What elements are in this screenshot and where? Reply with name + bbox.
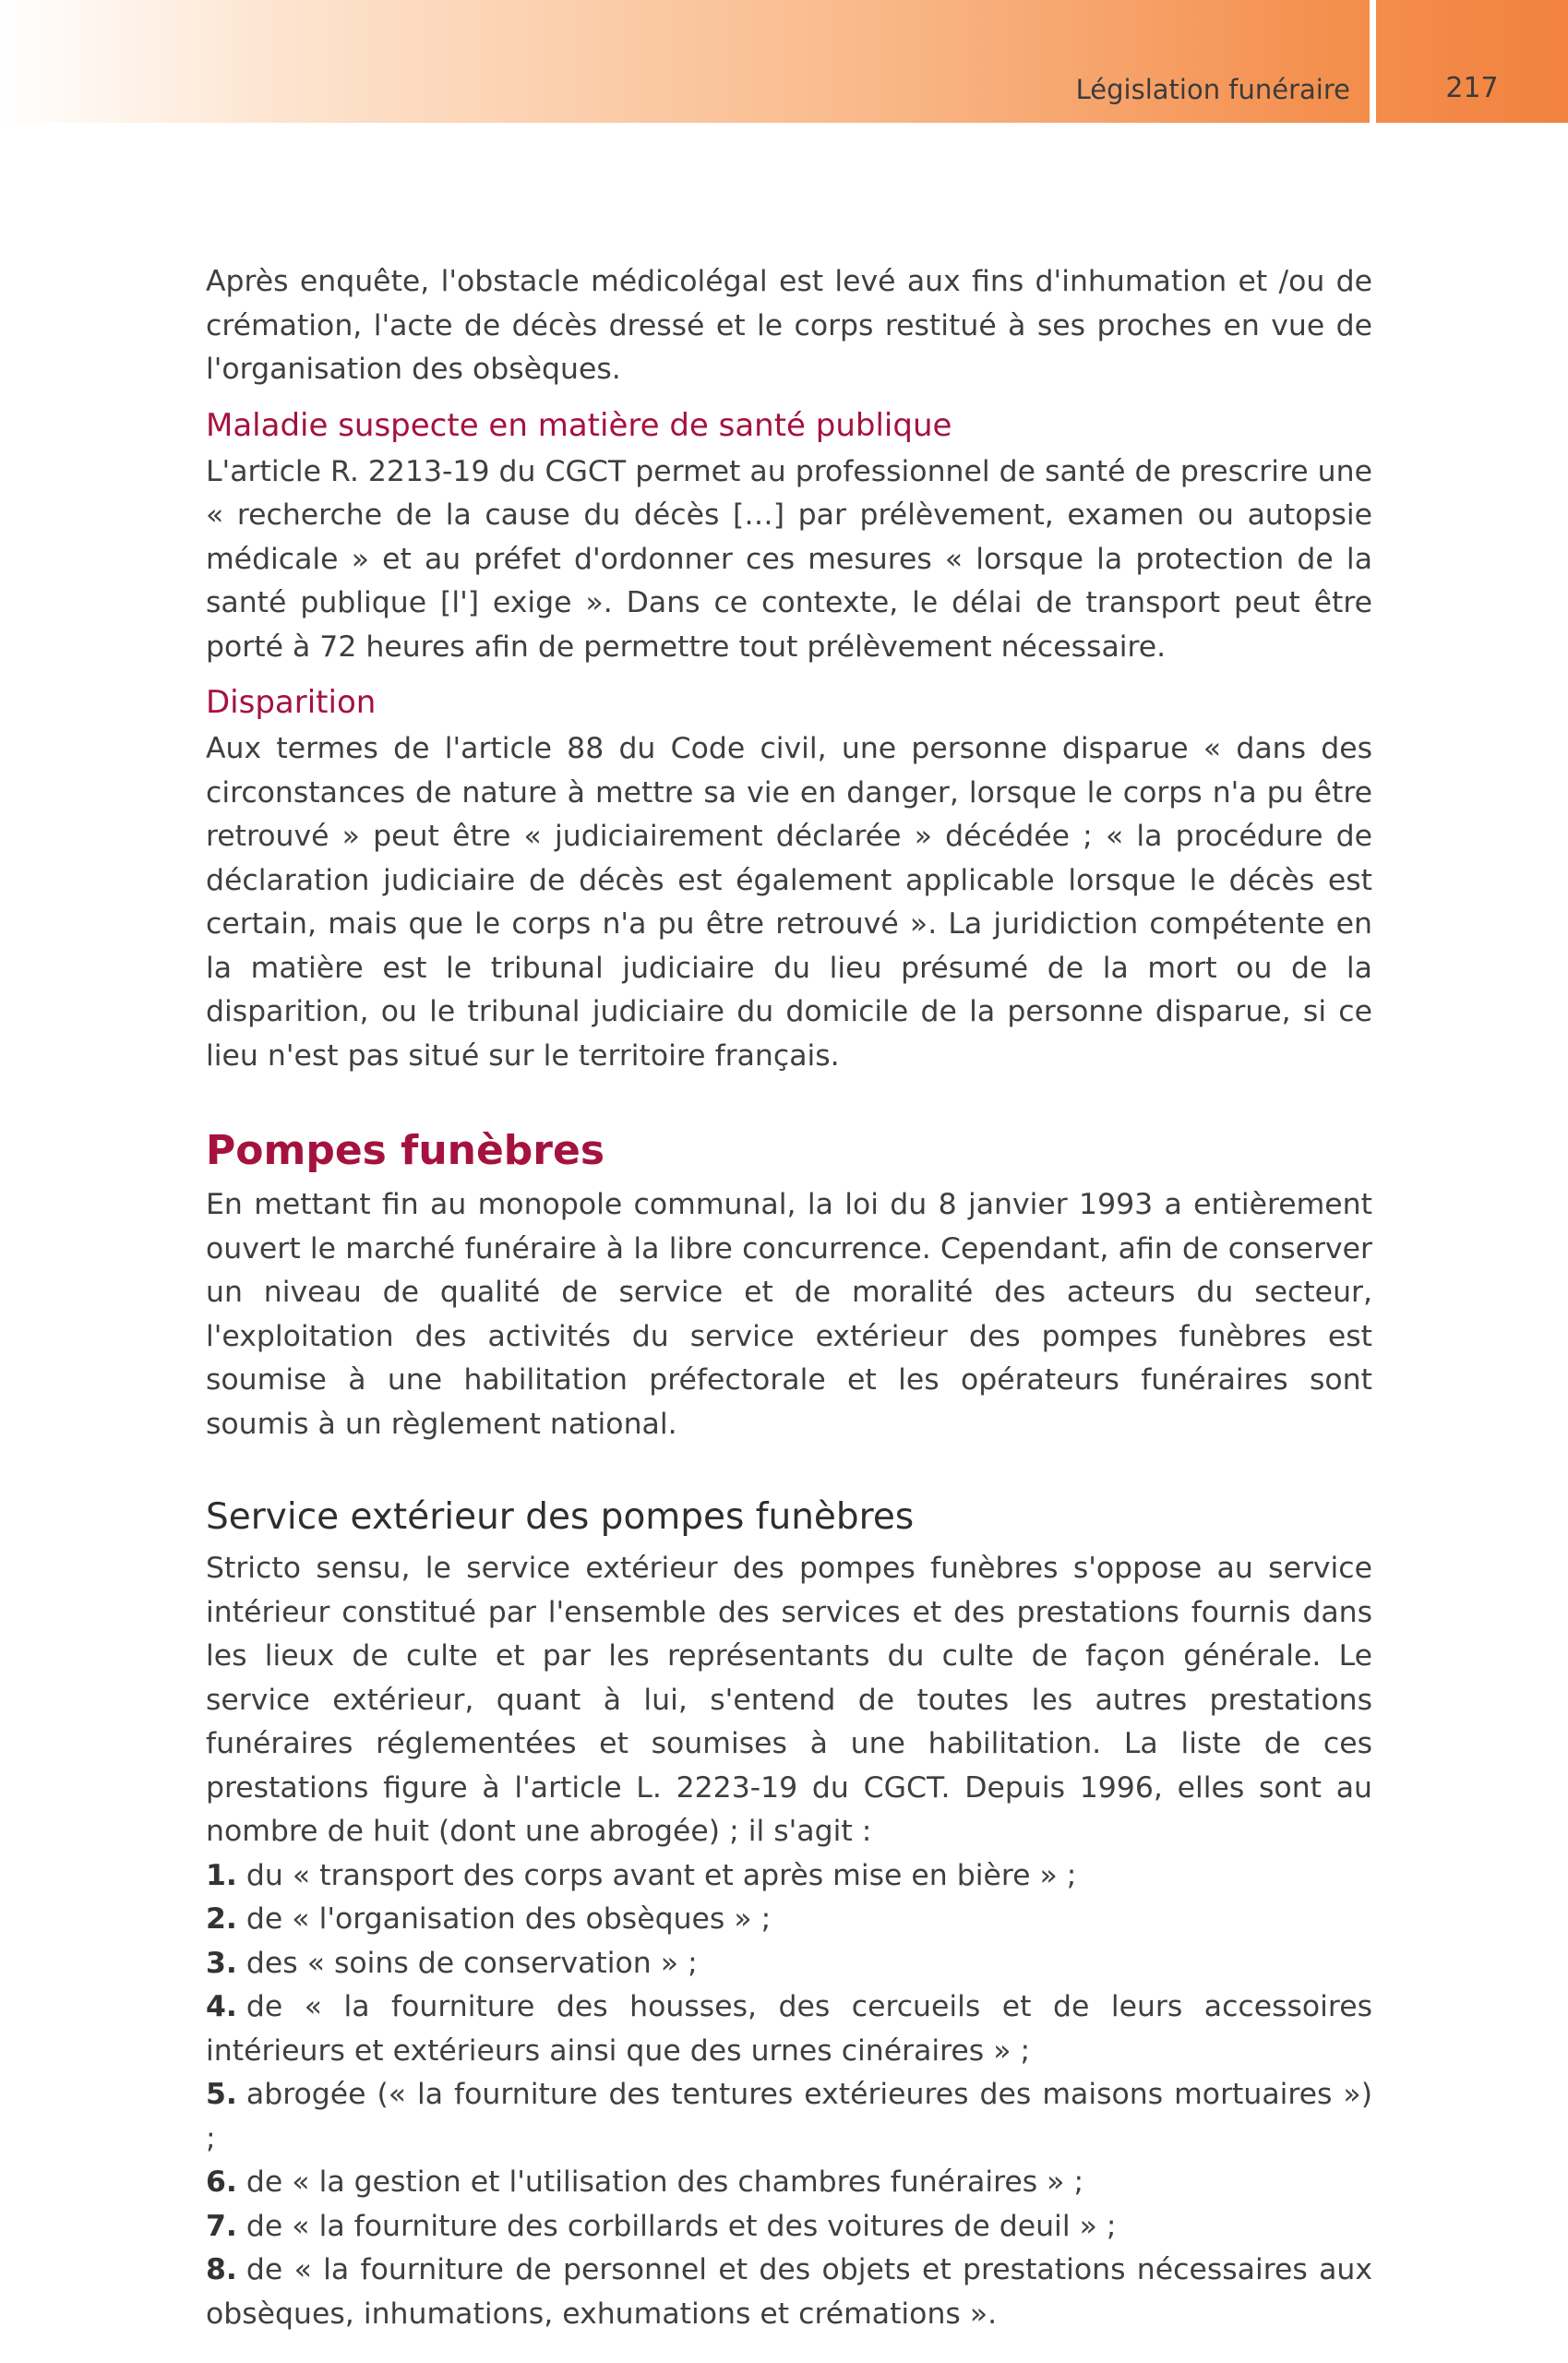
list-item xyxy=(206,1942,1372,1986)
list-item-text: de « l'organisation des obsèques » ; xyxy=(245,1902,772,1936)
prestations-list xyxy=(206,1854,1372,2337)
list-item-text: de « la fourniture des housses, des cercueils et de leurs accessoires intérieurs et extérieurs ainsi que des urnes cinéraires » ; xyxy=(206,1990,1372,2068)
list-item-text: de « la fourniture des corbillards et des voitures de deuil » ; xyxy=(245,2209,1117,2243)
list-item-number: 8. xyxy=(206,2253,237,2286)
list-item-number: 2. xyxy=(206,1902,237,1936)
list-item xyxy=(206,2205,1372,2249)
page-content xyxy=(206,260,1372,2336)
list-item-number: 7. xyxy=(206,2209,237,2243)
maladie-paragraph: L'article R. 2213-19 du CGCT permet au professionnel de santé de prescrire une « recherche de la cause du décès […] par prélèvement, examen ou autopsie médicale » et au préfet d'ordonner ces mesures « lorsque la protection de la santé publique [l'] exige ». Dans ce contexte, le délai de transport peut être porté à 72 heures afin de permettre tout prélèvement nécessaire. xyxy=(206,454,1372,664)
list-item-number: 4. xyxy=(206,1990,237,2023)
heading-service-exterieur: Service extérieur des pompes funèbres xyxy=(206,1496,915,1538)
disparition-paragraph: Aux termes de l'article 88 du Code civil, une personne disparue « dans des circonstances de nature à mettre sa vie en danger, lorsque le corps n'a pu être retrouvé » peut être « judiciairement déclarée » décédée ; « la procédure de déclaration judiciaire de décès est également applicable lorsque le décès est certain, mais que le corps n'a pu être retrouvé ». La juridiction compétente en la matière est le tribunal judiciaire du lieu présumé de la mort ou de la disparition, ou le tribunal judiciaire du domicile de la personne disparue, si ce lieu n'est pas situé sur le territoire français. xyxy=(206,732,1372,1073)
heading-pompes-funebres: Pompes funèbres xyxy=(206,1127,605,1174)
list-item-number: 3. xyxy=(206,1946,237,1980)
service-paragraph: Stricto sensu, le service extérieur des pompes funèbres s'oppose au service intérieur constitué par l'ensemble des services et des prestations fournis dans les lieux de culte et par les représentants du culte de façon générale. Le service extérieur, quant à lui, s'entend de toutes les autres prestations funéraires réglementées et soumises à une habilitation. La liste de ces prestations figure à l'article L. 2223-19 du CGCT. Depuis 1996, elles sont au nombre de huit (dont une abrogée) ; il s'agit : xyxy=(206,1552,1372,1848)
list-item-text: du « transport des corps avant et après mise en bière » ; xyxy=(245,1858,1077,1892)
list-item-text: de « la gestion et l'utilisation des chambres funéraires » ; xyxy=(245,2165,1084,2199)
heading-maladie-suspecte: Maladie suspecte en matière de santé publique xyxy=(206,406,952,444)
list-item xyxy=(206,1985,1372,2073)
list-item-number: 5. xyxy=(206,2078,237,2111)
list-item xyxy=(206,2073,1372,2161)
page-number: 217 xyxy=(1445,72,1499,104)
heading-disparition: Disparition xyxy=(206,684,377,721)
list-item xyxy=(206,1854,1372,1899)
list-item xyxy=(206,2161,1372,2205)
pompes-paragraph: En mettant fin au monopole communal, la loi du 8 janvier 1993 a entièrement ouvert le marché funéraire à la libre concurrence. Cependant, afin de conserver un niveau de qualité de service et de moralité des acteurs du secteur, l'exploitation des activités du service extérieur des pompes funèbres est soumise à une habilitation préfectorale et les opérateurs funéraires sont soumis à un règlement national. xyxy=(206,1188,1372,1441)
list-item xyxy=(206,1898,1372,1942)
header-divider xyxy=(1370,0,1376,123)
list-item xyxy=(206,2249,1372,2336)
intro-paragraph: Après enquête, l'obstacle médicolégal est levé aux fins d'inhumation et /ou de crémation, l'acte de décès dressé et le corps restitué à ses proches en vue de l'organisation des obsèques. xyxy=(206,265,1372,386)
list-item-text: de « la fourniture de personnel et des objets et prestations nécessaires aux obsèques, inhumations, exhumations et crémations ». xyxy=(206,2253,1372,2331)
list-item-number: 1. xyxy=(206,1858,237,1892)
list-item-number: 6. xyxy=(206,2165,237,2199)
list-item-text: des « soins de conservation » ; xyxy=(245,1946,698,1980)
running-title: Législation funéraire xyxy=(1075,74,1350,105)
list-item-text: abrogée (« la fourniture des tentures extérieures des maisons mortuaires ») ; xyxy=(206,2078,1372,2155)
